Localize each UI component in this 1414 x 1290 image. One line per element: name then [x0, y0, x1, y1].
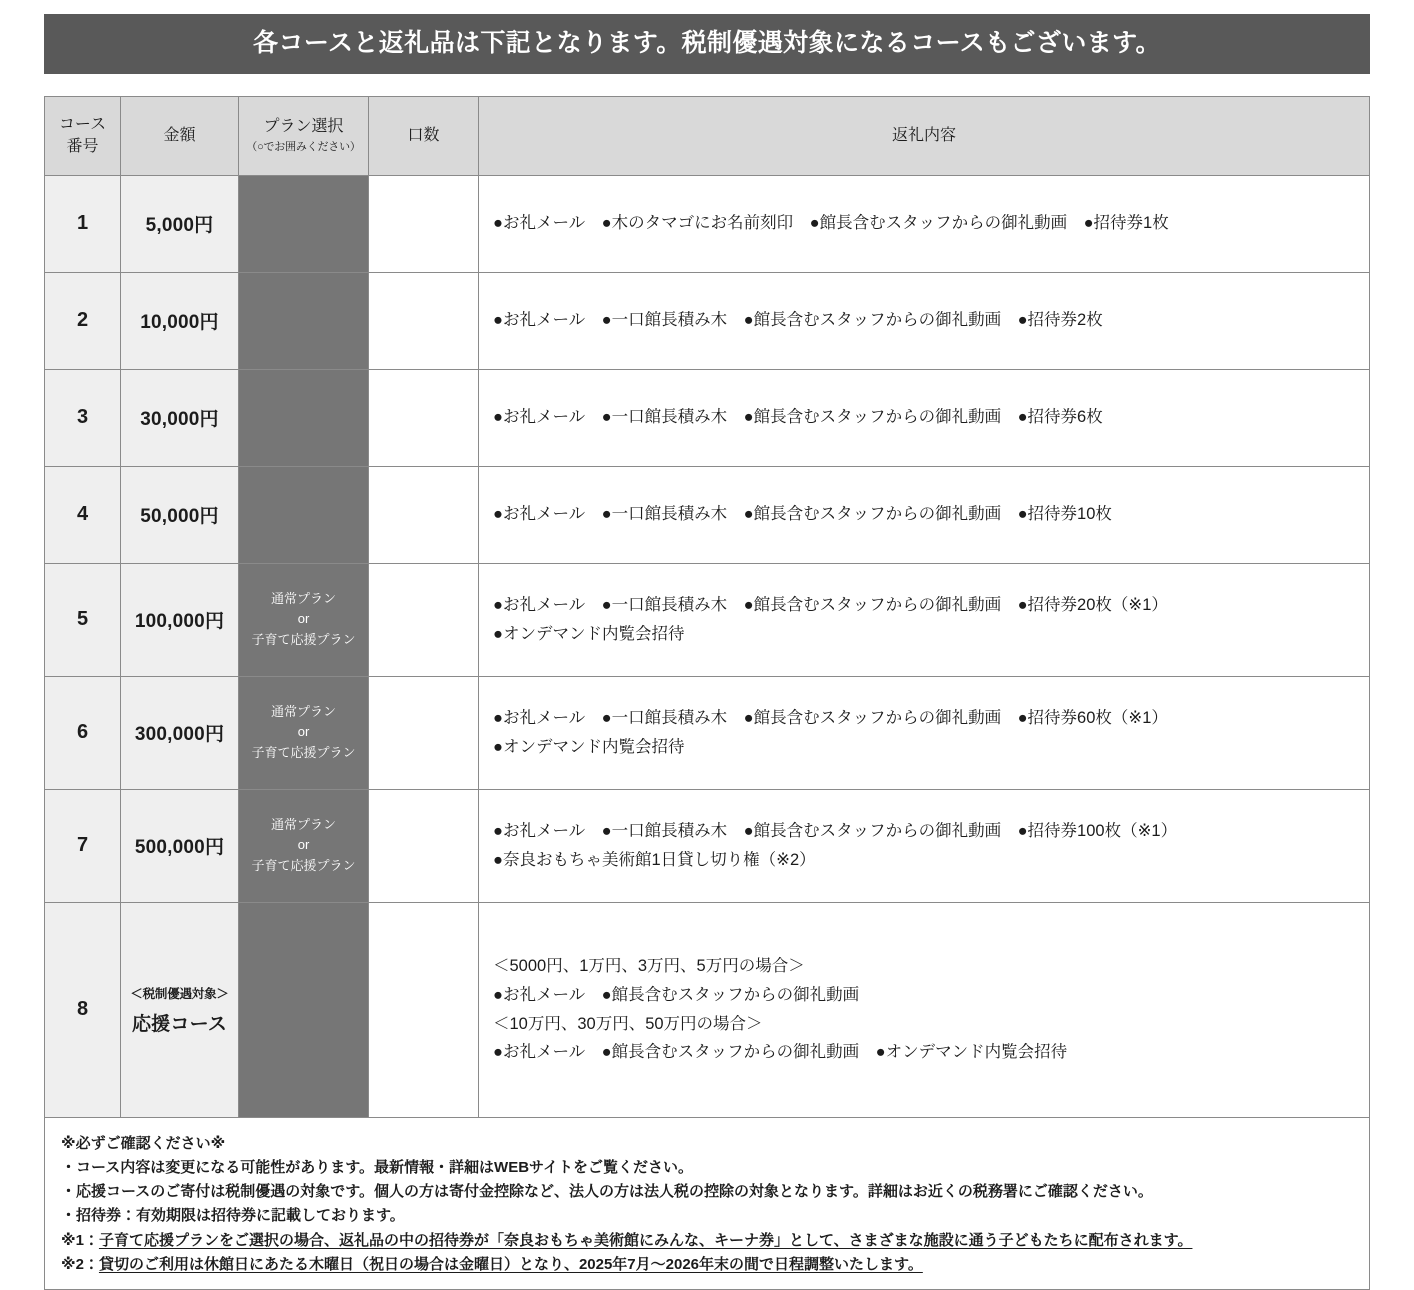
plan-option-kosodate[interactable]: 子育て応援プラン: [251, 858, 355, 873]
cell-plan[interactable]: [239, 676, 369, 789]
table-row: [45, 676, 1370, 789]
cell-course-no: 3: [45, 369, 121, 466]
gift-line: ●お礼メール ●館長含むスタッフからの御礼動画 ●オンデマンド内覧会招待: [493, 1038, 1359, 1067]
gift-line: ●お礼メール ●館長含むスタッフからの御礼動画: [493, 981, 1359, 1010]
cell-kuchi-input[interactable]: [369, 789, 479, 902]
cell-amount: 10,000円: [121, 272, 239, 369]
cell-gift: [479, 466, 1370, 563]
cell-course-no: 1: [45, 175, 121, 272]
plan-option-separator: or: [298, 724, 310, 739]
column-header-plan: [239, 96, 369, 175]
column-header-course-no: [45, 96, 121, 175]
note-asterisk-1-prefix: ※1：: [61, 1232, 99, 1249]
cell-kuchi-input[interactable]: [369, 369, 479, 466]
gift-line: ●オンデマンド内覧会招待: [493, 733, 1359, 762]
gift-line: ●お礼メール ●一口館長積み木 ●館長含むスタッフからの御礼動画 ●招待券60枚（※1）: [493, 704, 1359, 733]
table-row: [45, 563, 1370, 676]
support-course-label: 応援コース: [122, 1009, 237, 1036]
column-header-plan-sub: （○でお囲みください）: [240, 140, 367, 155]
table-row: [45, 789, 1370, 902]
notes-heading: ※必ずご確認ください※: [61, 1132, 1353, 1156]
gift-line: ＜5000円、1万円、3万円、5万円の場合＞: [493, 952, 1359, 981]
table-row: [45, 902, 1370, 1117]
cell-gift: [479, 272, 1370, 369]
plan-option-normal[interactable]: 通常プラン: [271, 704, 336, 719]
cell-plan: [239, 902, 369, 1117]
cell-kuchi-input[interactable]: [369, 175, 479, 272]
plan-option-normal[interactable]: 通常プラン: [271, 817, 336, 832]
gift-line: ＜10万円、30万円、50万円の場合＞: [493, 1010, 1359, 1039]
cell-plan: [239, 272, 369, 369]
note-asterisk-1-text: 子育て応援プランをご選択の場合、返礼品の中の招待券が「奈良おもちゃ美術館にみんな、キーナ券」として、さまざまな施設に通う子どもたちに配布されます。: [99, 1232, 1193, 1249]
cell-amount: 30,000円: [121, 369, 239, 466]
cell-kuchi-input[interactable]: [369, 272, 479, 369]
cell-plan[interactable]: [239, 563, 369, 676]
column-header-course-no-line1: コース: [59, 116, 106, 133]
note-item: ・招待券：有効期限は招待券に記載しております。: [61, 1204, 1353, 1228]
table-body: [45, 175, 1370, 1117]
table-header: [45, 96, 1370, 175]
cell-amount: 5,000円: [121, 175, 239, 272]
column-header-amount: 金額: [121, 96, 239, 175]
cell-gift: [479, 175, 1370, 272]
gift-line: ●奈良おもちゃ美術館1日貸し切り権（※2）: [493, 846, 1359, 875]
cell-course-no: 6: [45, 676, 121, 789]
cell-course-no: 2: [45, 272, 121, 369]
plan-option-separator: or: [298, 837, 310, 852]
cell-kuchi-input[interactable]: [369, 676, 479, 789]
cell-plan[interactable]: [239, 789, 369, 902]
table-header-row: [45, 96, 1370, 175]
page-title: 各コースと返礼品は下記となります。税制優遇対象になるコースもございます。: [44, 14, 1370, 74]
column-header-plan-label: プラン選択: [263, 118, 343, 135]
cell-kuchi-input[interactable]: [369, 902, 479, 1117]
cell-plan: [239, 175, 369, 272]
gift-line: ●お礼メール ●一口館長積み木 ●館長含むスタッフからの御礼動画 ●招待券10枚: [493, 500, 1359, 529]
column-header-gift: 返礼内容: [479, 96, 1370, 175]
cell-amount: 300,000円: [121, 676, 239, 789]
cell-course-no: 8: [45, 902, 121, 1117]
plan-option-kosodate[interactable]: 子育て応援プラン: [251, 745, 355, 760]
cell-gift: [479, 676, 1370, 789]
note-item: ・コース内容は変更になる可能性があります。最新情報・詳細はWEBサイトをご覧ください。: [61, 1156, 1353, 1180]
gift-line: ●お礼メール ●一口館長積み木 ●館長含むスタッフからの御礼動画 ●招待券6枚: [493, 403, 1359, 432]
cell-plan: [239, 369, 369, 466]
note-asterisk-1: [61, 1229, 1353, 1253]
cell-kuchi-input[interactable]: [369, 563, 479, 676]
column-header-kuchi: 口数: [369, 96, 479, 175]
cell-course-no: 4: [45, 466, 121, 563]
cell-amount: 500,000円: [121, 789, 239, 902]
cell-gift: [479, 902, 1370, 1117]
gift-line: ●お礼メール ●木のタマゴにお名前刻印 ●館長含むスタッフからの御礼動画 ●招待券1枚: [493, 209, 1359, 238]
gift-line: ●お礼メール ●一口館長積み木 ●館長含むスタッフからの御礼動画 ●招待券2枚: [493, 306, 1359, 335]
note-asterisk-2-text: 貸切のご利用は休館日にあたる木曜日（祝日の場合は金曜日）となり、2025年7月〜2026年末の間で日程調整いたします。: [99, 1256, 923, 1273]
cell-gift: [479, 369, 1370, 466]
cell-plan: [239, 466, 369, 563]
plan-option-kosodate[interactable]: 子育て応援プラン: [251, 632, 355, 647]
cell-kuchi-input[interactable]: [369, 466, 479, 563]
note-item: ・応援コースのご寄付は税制優遇の対象です。個人の方は寄付金控除など、法人の方は法人税の控除の対象となります。詳細はお近くの税務署にご確認ください。: [61, 1180, 1353, 1204]
plan-option-separator: or: [298, 611, 310, 626]
table-row: [45, 272, 1370, 369]
cell-gift: [479, 563, 1370, 676]
note-asterisk-2: [61, 1253, 1353, 1277]
cell-amount: 100,000円: [121, 563, 239, 676]
cell-amount: 50,000円: [121, 466, 239, 563]
table-row: [45, 369, 1370, 466]
gift-line: ●お礼メール ●一口館長積み木 ●館長含むスタッフからの御礼動画 ●招待券100枚（※1）: [493, 817, 1359, 846]
table-row: [45, 175, 1370, 272]
notes-section: [44, 1117, 1370, 1290]
cell-gift: [479, 789, 1370, 902]
plan-option-normal[interactable]: 通常プラン: [271, 591, 336, 606]
cell-amount: [121, 902, 239, 1117]
cell-course-no: 7: [45, 789, 121, 902]
course-table: [44, 96, 1370, 1118]
cell-course-no: 5: [45, 563, 121, 676]
note-asterisk-2-prefix: ※2：: [61, 1256, 99, 1273]
gift-line: ●お礼メール ●一口館長積み木 ●館長含むスタッフからの御礼動画 ●招待券20枚（※1）: [493, 591, 1359, 620]
gift-line: ●オンデマンド内覧会招待: [493, 620, 1359, 649]
table-row: [45, 466, 1370, 563]
column-header-course-no-line2: 番号: [66, 138, 98, 155]
tax-benefit-label: ＜税制優遇対象＞: [122, 984, 237, 1002]
